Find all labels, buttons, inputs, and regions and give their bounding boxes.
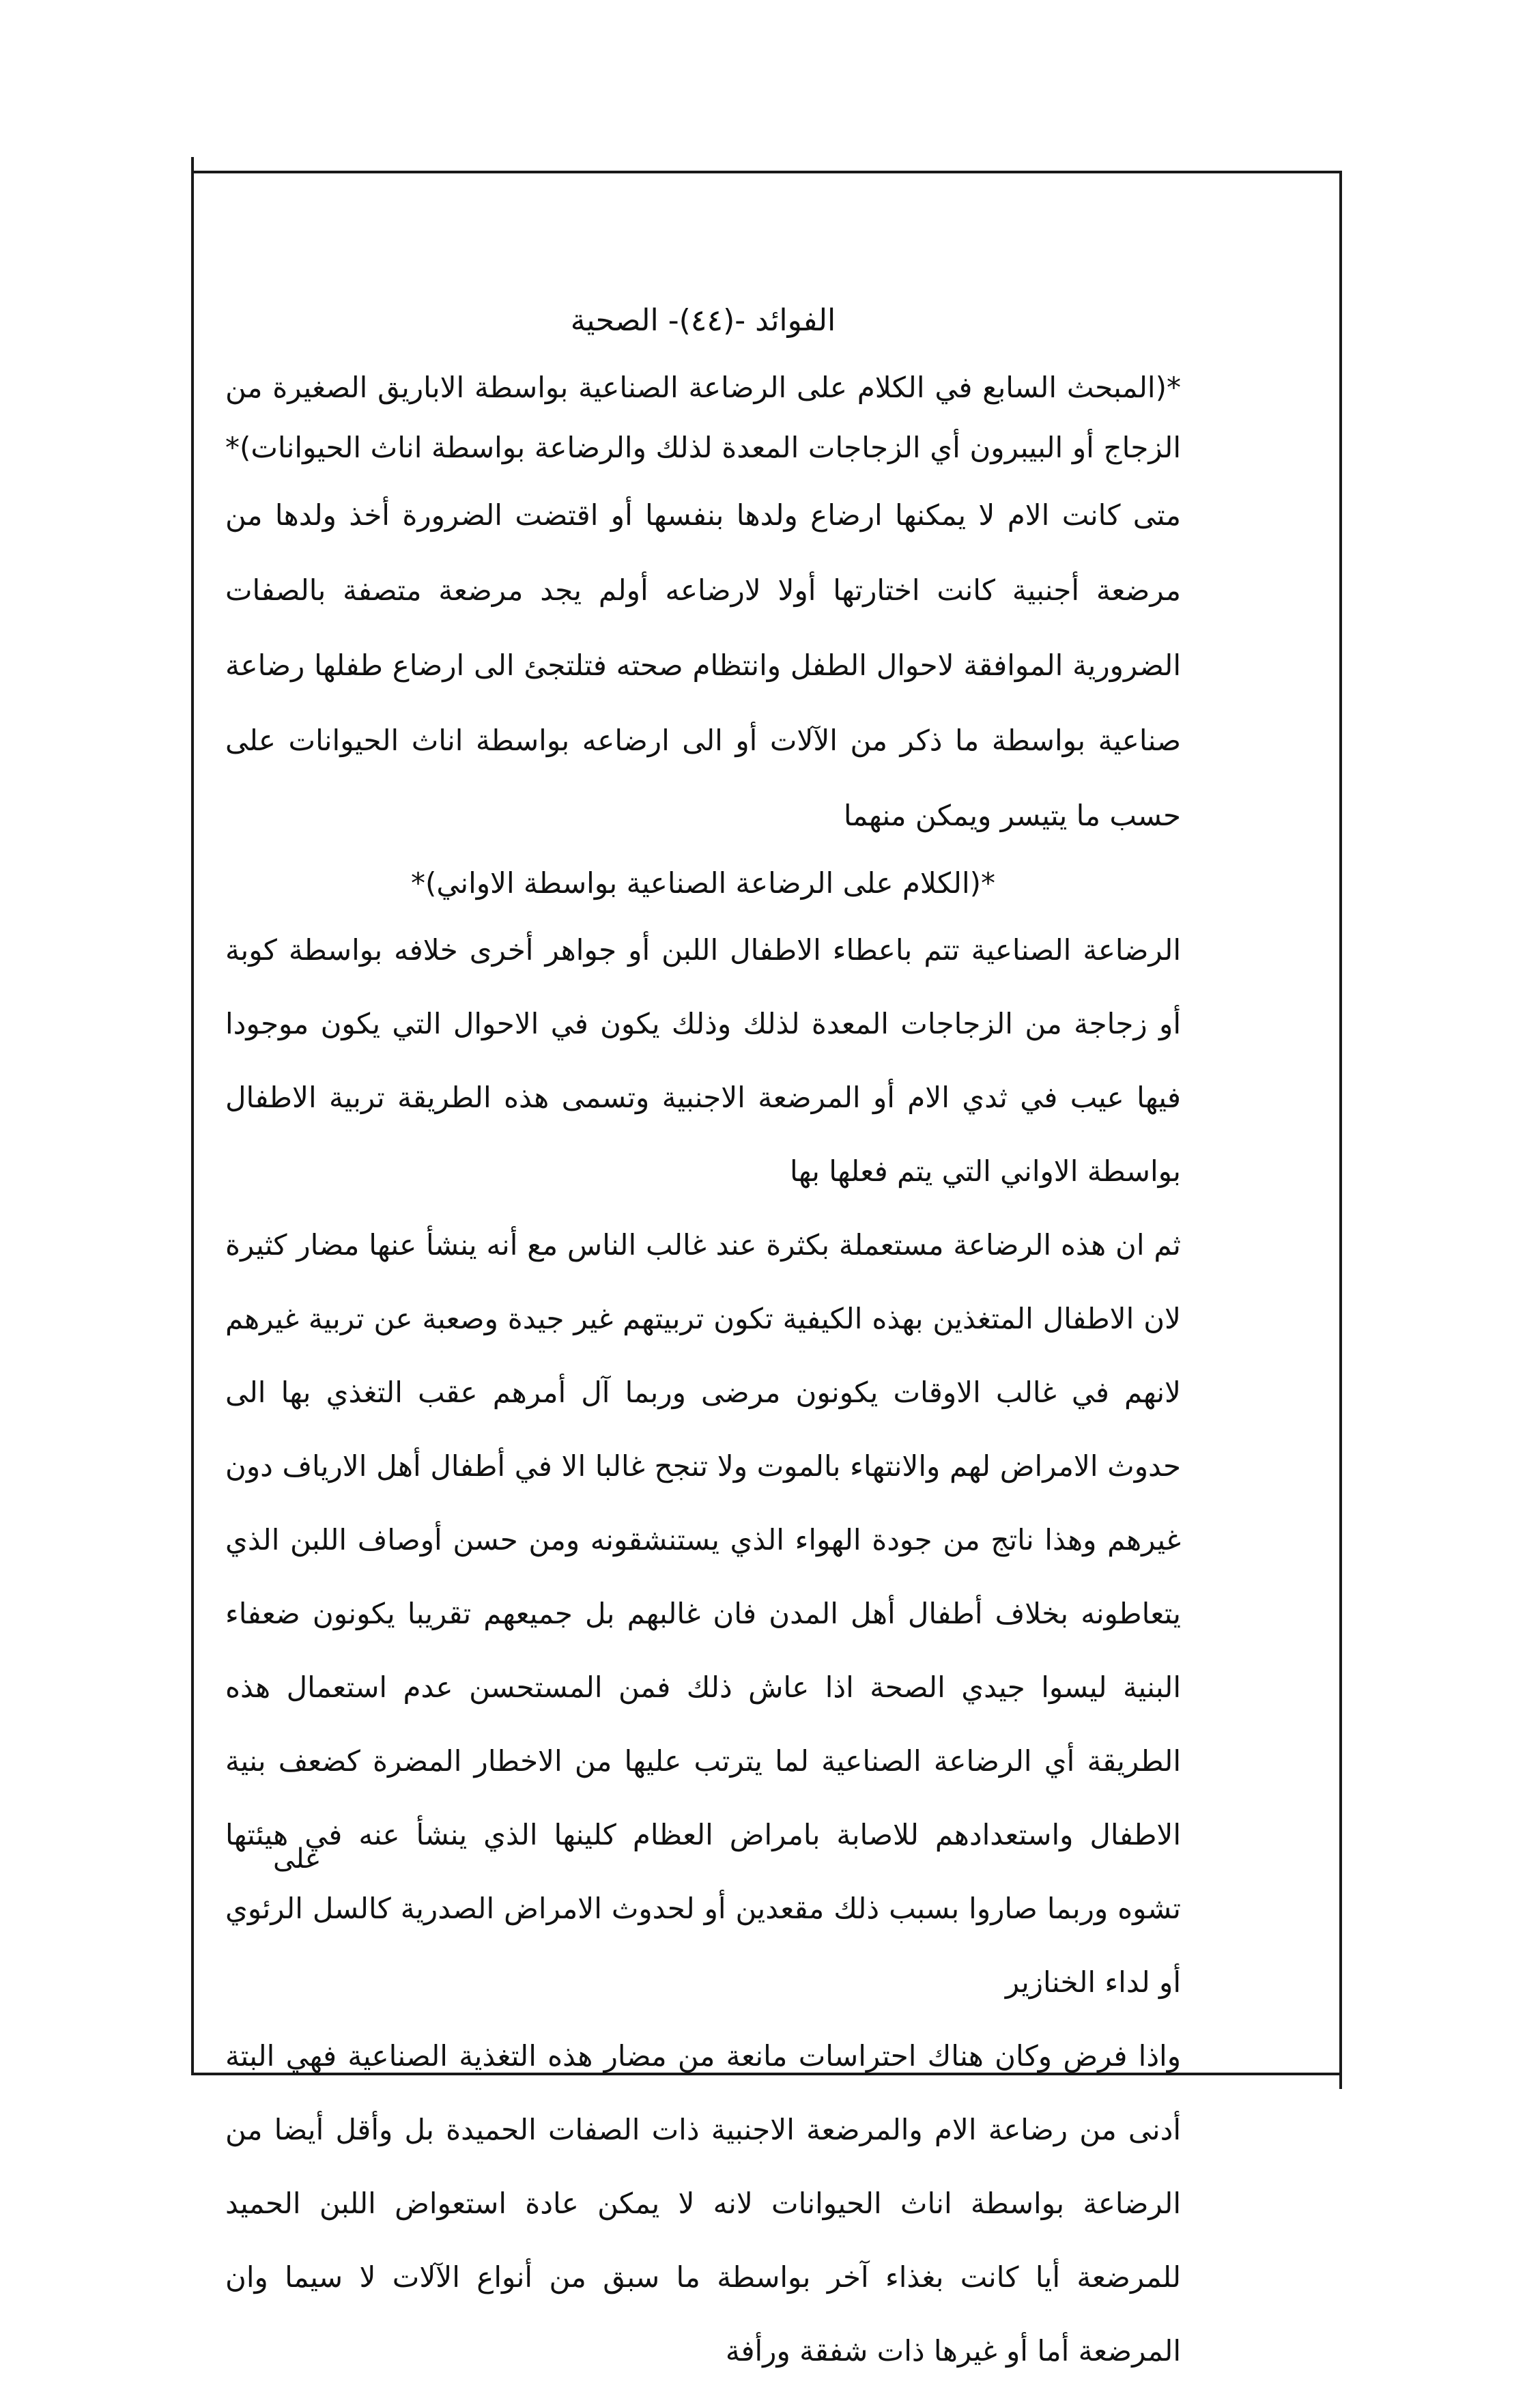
page-header: الفوائد -(٤٤)- الصحية: [570, 303, 836, 338]
frame-corner-mark: [191, 157, 194, 173]
frame-corner-mark: [1339, 2073, 1342, 2089]
paragraph: ثم ان هذه الرضاعة مستعملة بكثرة عند غالب الناس مع أنه ينشأ عنها مضار كثيرة لان الاطفال المتغذين بهذه الكيفية تكون تربيتهم غير جيدة وصعبة عن تربية غيرهم لانهم في غالب الاوقات يكونون مرضى وربما آل أمرهم عقب التغذي بها الى حدوث الامراض لهم والانتهاء بالموت ولا تنجح غالبا الا في أطفال أهل الارياف دون غيرهم وهذا ناتج من جودة الهواء الذي يستنشقونه ومن حسن أوصاف اللبن الذي يتعاطونه بخلاف أطفال أهل المدن فان غالبهم بل جميعهم تقريبا يكونون ضعفاء البنية ليسوا جيدي الصحة اذا عاش ذلك فمن المستحسن عدم استعمال هذه الطريقة أي الرضاعة الصناعية لما يترتب عليها من الاخطار المضرة كضعف بنية الاطفال واستعدادهم للاصابة بامراض العظام كلينها الذي ينشأ عنه في هيئتها تشوه وربما صاروا بسبب ذلك مقعدين أو لحدوث الامراض الصدرية كالسل الرئوي أو لداء الخنازير: [225, 1228, 1181, 1999]
paragraph: واذا فرض وكان هناك احتراسات مانعة من مضار هذه التغذية الصناعية فهي البتة أدنى من رضاعة الام والمرضعة الاجنبية ذات الصفات الحميدة بل وأقل أيضا من الرضاعة بواسطة اناث الحيوانات لانه لا يمكن عادة استعواض اللبن الحميد للمرضعة أيا كانت بغذاء آخر بواسطة ما سبق من أنواع الآلات لا سيما وان المرضعة أما أو غيرها ذات شفقة ورأفة: [225, 2039, 1181, 2368]
paragraph: متى كانت الام لا يمكنها ارضاع ولدها بنفسها أو اقتضت الضرورة أخذ ولدها من مرضعة أجنبية كانت اختارتها أولا لارضاعه أولم يجد مرضعة متصفة بالصفات الضرورية الموافقة لاحوال الطفل وانتظام صحته فتلتجئ الى ارضاع طفلها رضاعة صناعية بواسطة ما ذكر من الآلات أو الى ارضاعه بواسطة اناث الحيوانات على حسب ما يتيسر ويمكن منهما: [225, 498, 1181, 832]
page-content: [225, 294, 1181, 2388]
catchword: على: [273, 1843, 322, 1875]
paragraph: الرضاعة الصناعية تتم باعطاء الاطفال اللبن أو جواهر أخرى خلافه بواسطة كوبة أو زجاجة من الزجاجات المعدة لذلك وذلك يكون في الاحوال التي يكون موجودا فيها عيب في ثدي الام أو المرضعة الاجنبية وتسمى هذه الطريقة تربية الاطفال بواسطة الاواني التي يتم فعلها بها: [225, 933, 1181, 1188]
subheading: *(الكلام على الرضاعة الصناعية بواسطة الاواني)*: [411, 866, 995, 900]
section-title: *(المبحث السابع في الكلام على الرضاعة الصناعية بواسطة الاباريق الصغيرة من الزجاج أو البيبرون أي الزجاجات المعدة لذلك والرضاعة بواسطة اناث الحيوانات)*: [225, 371, 1181, 464]
